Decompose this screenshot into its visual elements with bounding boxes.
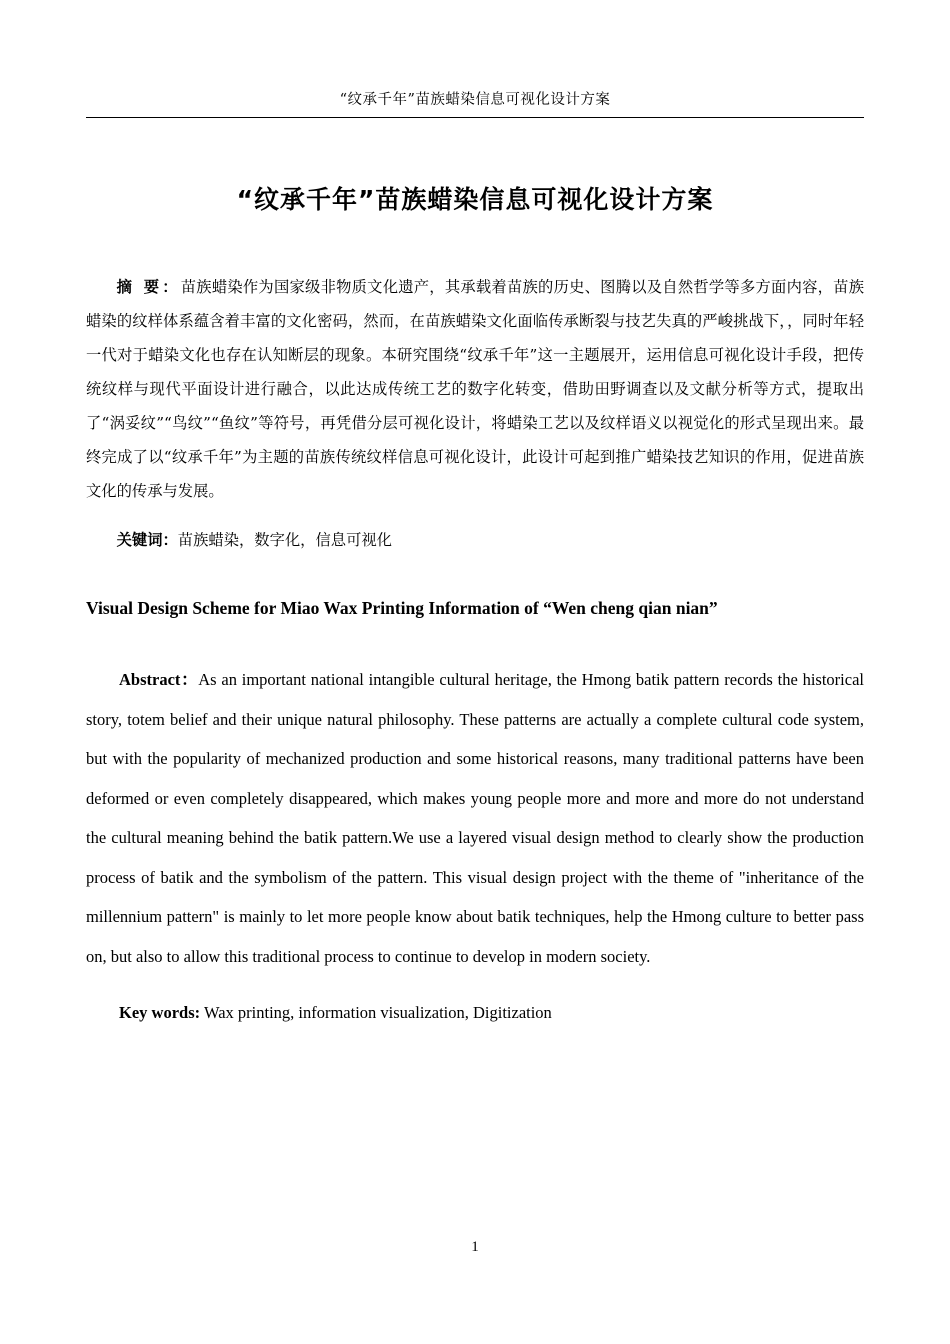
running-head: “纹承千年”苗族蜡染信息可视化设计方案 bbox=[339, 92, 611, 108]
abstract-english-label: Abstract： bbox=[119, 669, 199, 689]
keywords-english-label: Key words: bbox=[119, 1003, 201, 1023]
document-content bbox=[86, 160, 864, 1049]
keywords-chinese-label: 关键词： bbox=[116, 530, 178, 549]
abstract-chinese-text: 苗族蜡染作为国家级非物质文化遗产，其承载着苗族的历史、图腾以及自然哲学等多方面内容，苗族蜡染的纹样体系蕴含着丰富的文化密码，然而，在苗族蜡染文化面临传承断裂与技艺失真的严峻挑战下，，同时年轻一代对于蜡染文化也存在认知断层的现象。本研究围绕“纹承千年”这一主题展开，运用信息可视化设计手段，把传统纹样与现代平面设计进行融合，以此达成传统工艺的数字化转变，借助田野调查以及文献分析等方式，提取出了“涡妥纹”“鸟纹”“鱼纹”等符号，再凭借分层可视化设计，将蜡染工艺以及纹样语义以视觉化的形式呈现出来。最终完成了以“纹承千年”为主题的苗族传统纹样信息可视化设计，此设计可起到推广蜡染技艺知识的作用，促进苗族文化的传承与发展。 bbox=[86, 278, 864, 500]
keywords-english-text: Wax printing, information visualization, Digitization bbox=[200, 1003, 552, 1023]
keywords-chinese-text: 苗族蜡染，数字化，信息可视化 bbox=[177, 530, 392, 549]
abstract-chinese bbox=[86, 271, 864, 509]
abstract-english bbox=[86, 660, 864, 977]
keywords-english bbox=[86, 993, 864, 1033]
keywords-chinese bbox=[86, 524, 864, 558]
page-title-english: Visual Design Scheme for Miao Wax Printing Information of “Wen cheng qian nian” bbox=[86, 597, 718, 618]
page-title: “纹承千年”苗族蜡染信息可视化设计方案 bbox=[236, 185, 714, 214]
abstract-english-text: As an important national intangible cultural heritage, the Hmong batik pattern records the historical story, totem belief and their unique natural philosophy. These patterns are actually a complete cultural code system, but with the popularity of mechanized production and some historical reasons, many traditional patterns have been deformed or even completely disappeared, which makes young people more and more and more do not understand the cultural meaning behind the batik pattern.We use a layered visual design method to clearly show the production process of batik and the symbolism of the pattern. This visual design project with the theme of "inheritance of the millennium pattern" is mainly to let more people know about batik techniques, help the Hmong culture to better pass on, but also to allow this traditional process to continue to develop in modern society. bbox=[86, 669, 864, 967]
abstract-chinese-label: 摘 要： bbox=[116, 278, 181, 296]
page-number: 1 bbox=[471, 1239, 479, 1255]
header-divider bbox=[86, 117, 864, 118]
